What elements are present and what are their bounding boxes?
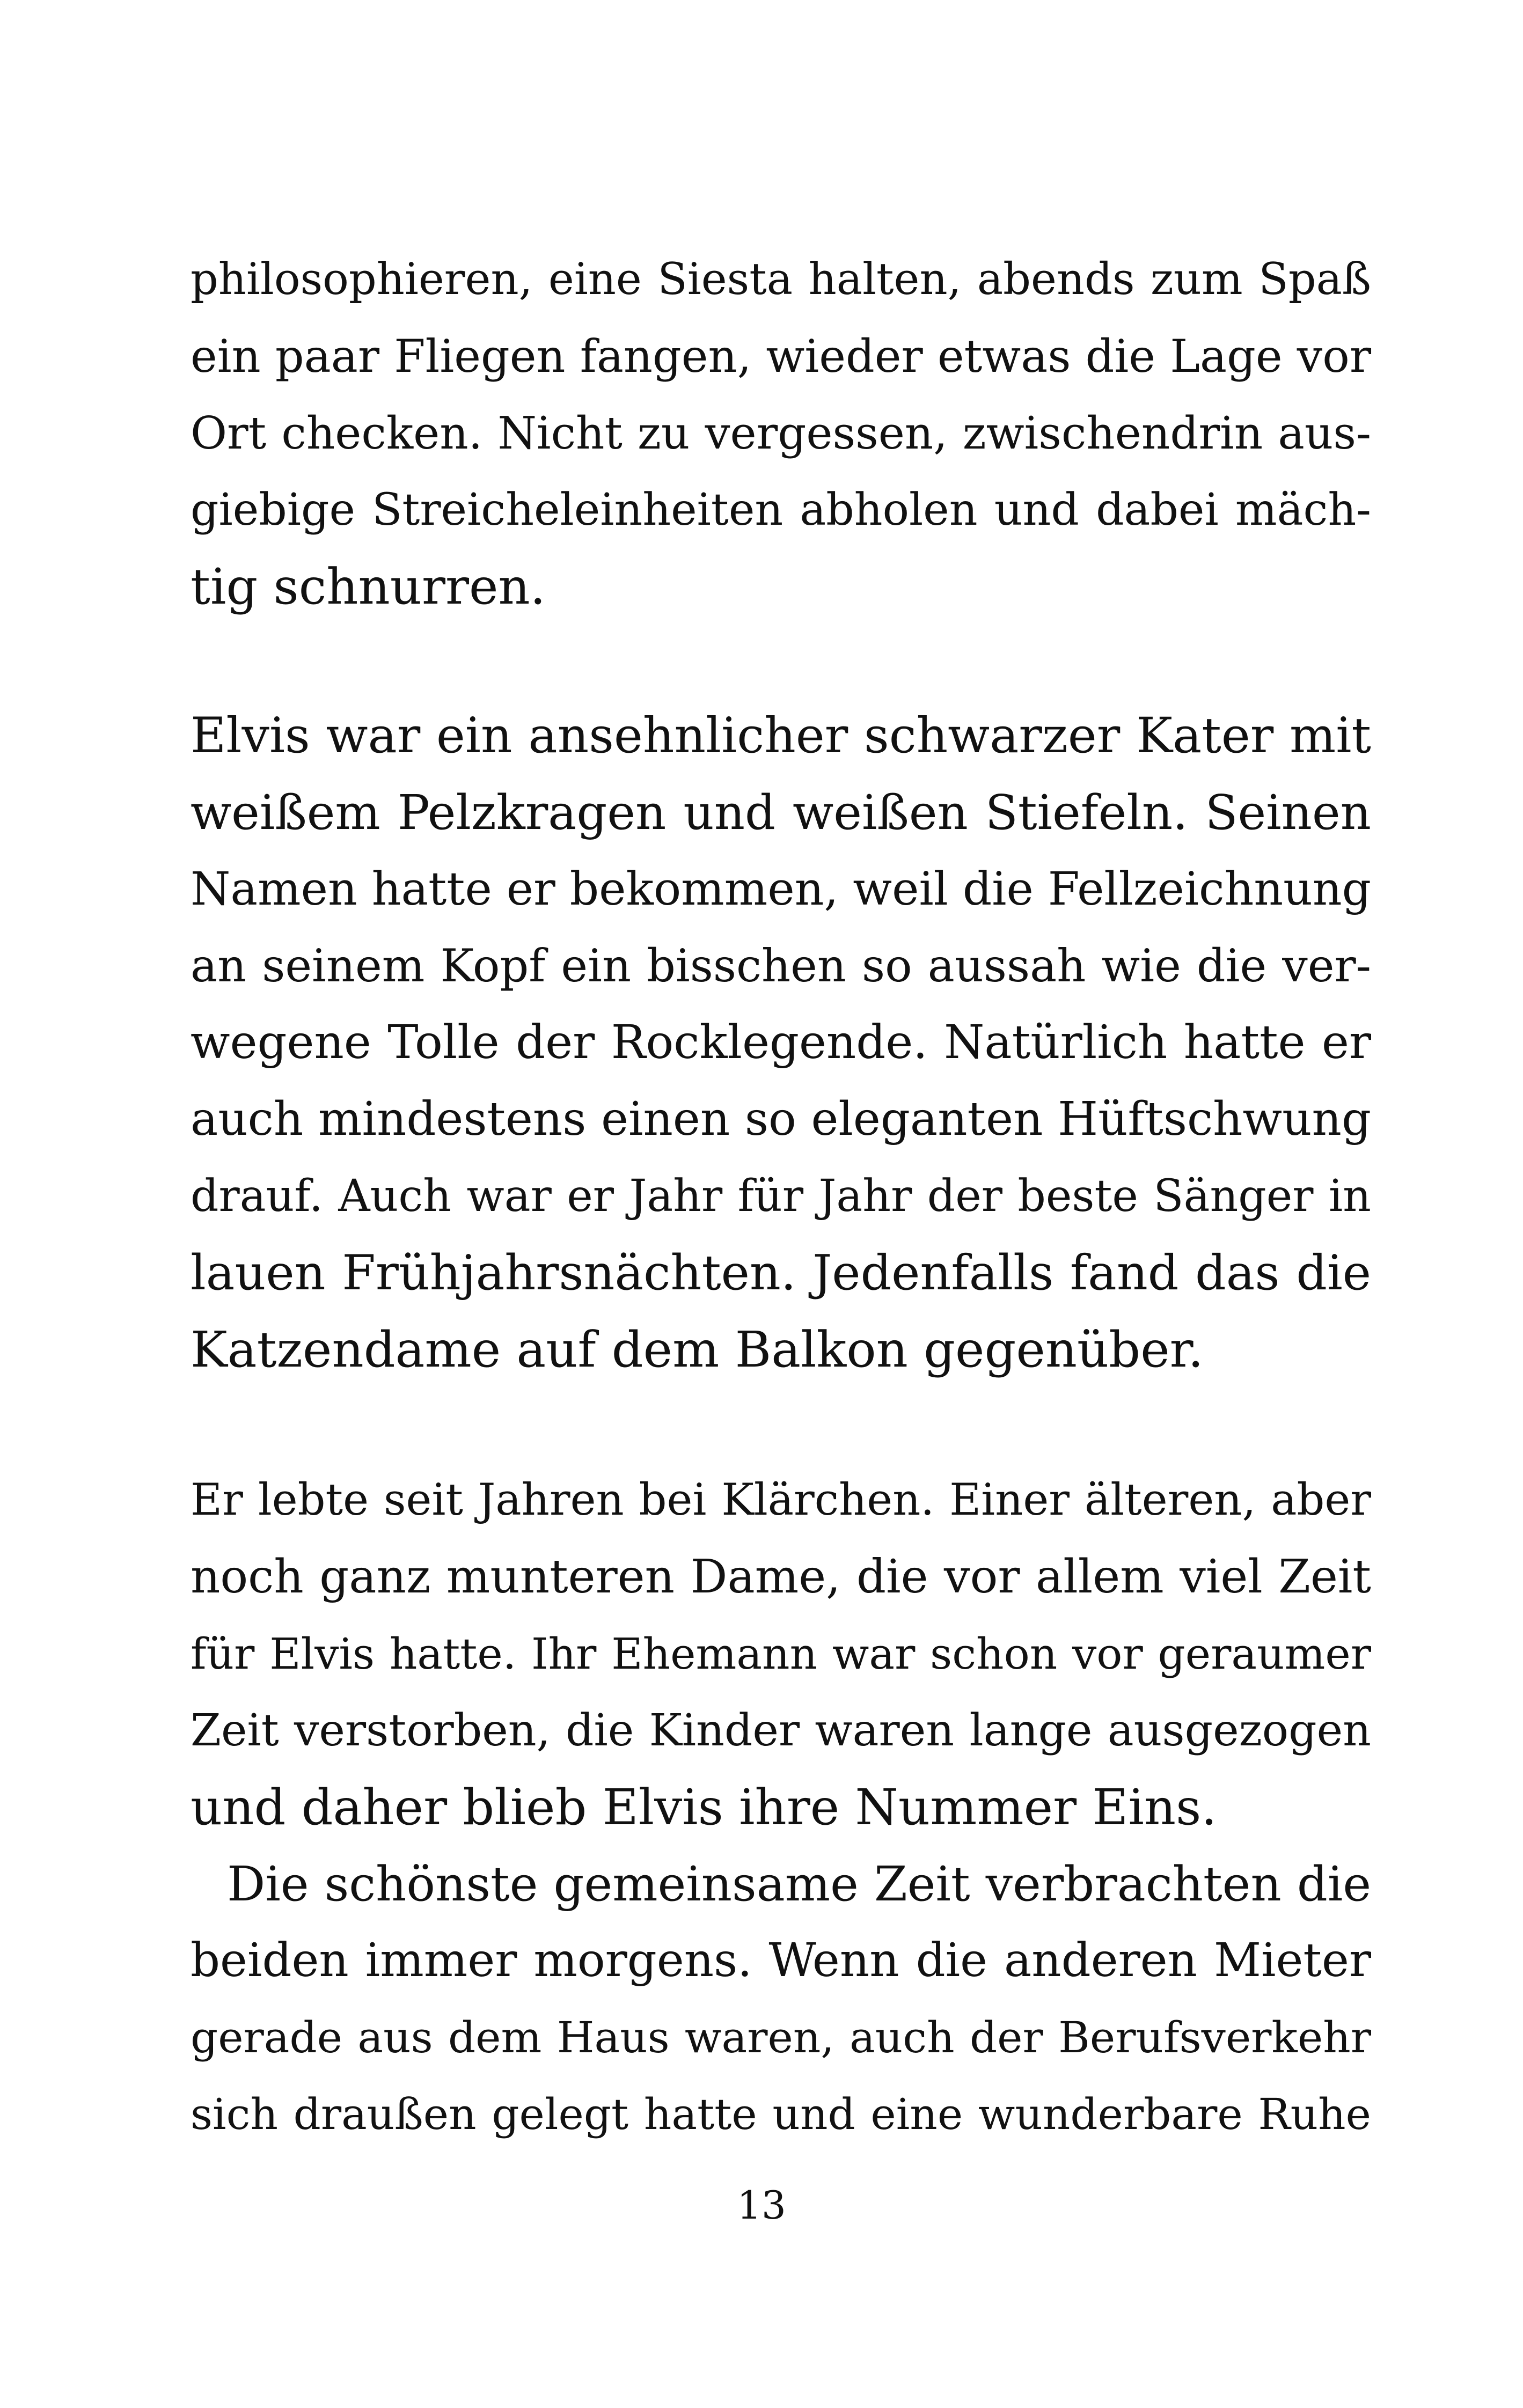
text-line: sich draußen gelegt hatte und eine wunderbare Ruhe [191, 2089, 1371, 2139]
text-line: auch mindestens einen so eleganten Hüftschwung [191, 1092, 1371, 1146]
text-line: und daher blieb Elvis ihre Nummer Eins. [191, 1779, 1217, 1836]
text-line: Die schönste gemeinsame Zeit verbrachten die [227, 1856, 1371, 1912]
text-line: Namen hatte er bekommen, weil die Fellzeichnung [191, 863, 1372, 916]
text-line: Er lebte seit Jahren bei Klärchen. Einer älteren, aber [191, 1475, 1371, 1525]
text-line: für Elvis hatte. Ihr Ehemann war schon vor geraumer [191, 1629, 1371, 1679]
text-line: philosophieren, eine Siesta halten, abends zum Spaß [191, 254, 1371, 305]
text-line: wegene Tolle der Rocklegende. Natürlich hatte er [191, 1016, 1371, 1069]
text-line: beiden immer morgens. Wenn die anderen Mieter [191, 1934, 1371, 1987]
text-line: Ort checken. Nicht zu vergessen, zwischendrin aus- [191, 407, 1371, 459]
text-line: an seinem Kopf ein bisschen so aussah wie die ver- [191, 939, 1371, 992]
text-line: gerade aus dem Haus waren, auch der Berufsverkehr [191, 2013, 1371, 2062]
text-line: Katzendame auf dem Balkon gegenüber. [191, 1321, 1204, 1378]
text-line: drauf. Auch war er Jahr für Jahr der beste Sänger in [191, 1171, 1371, 1222]
text-line: weißem Pelzkragen und weißen Stiefeln. Seinen [191, 784, 1371, 840]
text-line: tig schnurren. [191, 558, 546, 615]
page-number: 13 [737, 2183, 786, 2228]
text-line: noch ganz munteren Dame, die vor allem viel Zeit [191, 1550, 1371, 1604]
text-line: giebige Streicheleinheiten abholen und dabei mäch- [191, 484, 1371, 535]
text-line: lauen Frühjahrsnächten. Jedenfalls fand das die [191, 1245, 1371, 1301]
text-line: Zeit verstorben, die Kinder waren lange ausgezogen [191, 1705, 1371, 1756]
text-line: ein paar Fliegen fangen, wieder etwas die Lage vor [191, 330, 1371, 383]
text-line: Elvis war ein ansehnlicher schwarzer Kater mit [191, 708, 1371, 764]
